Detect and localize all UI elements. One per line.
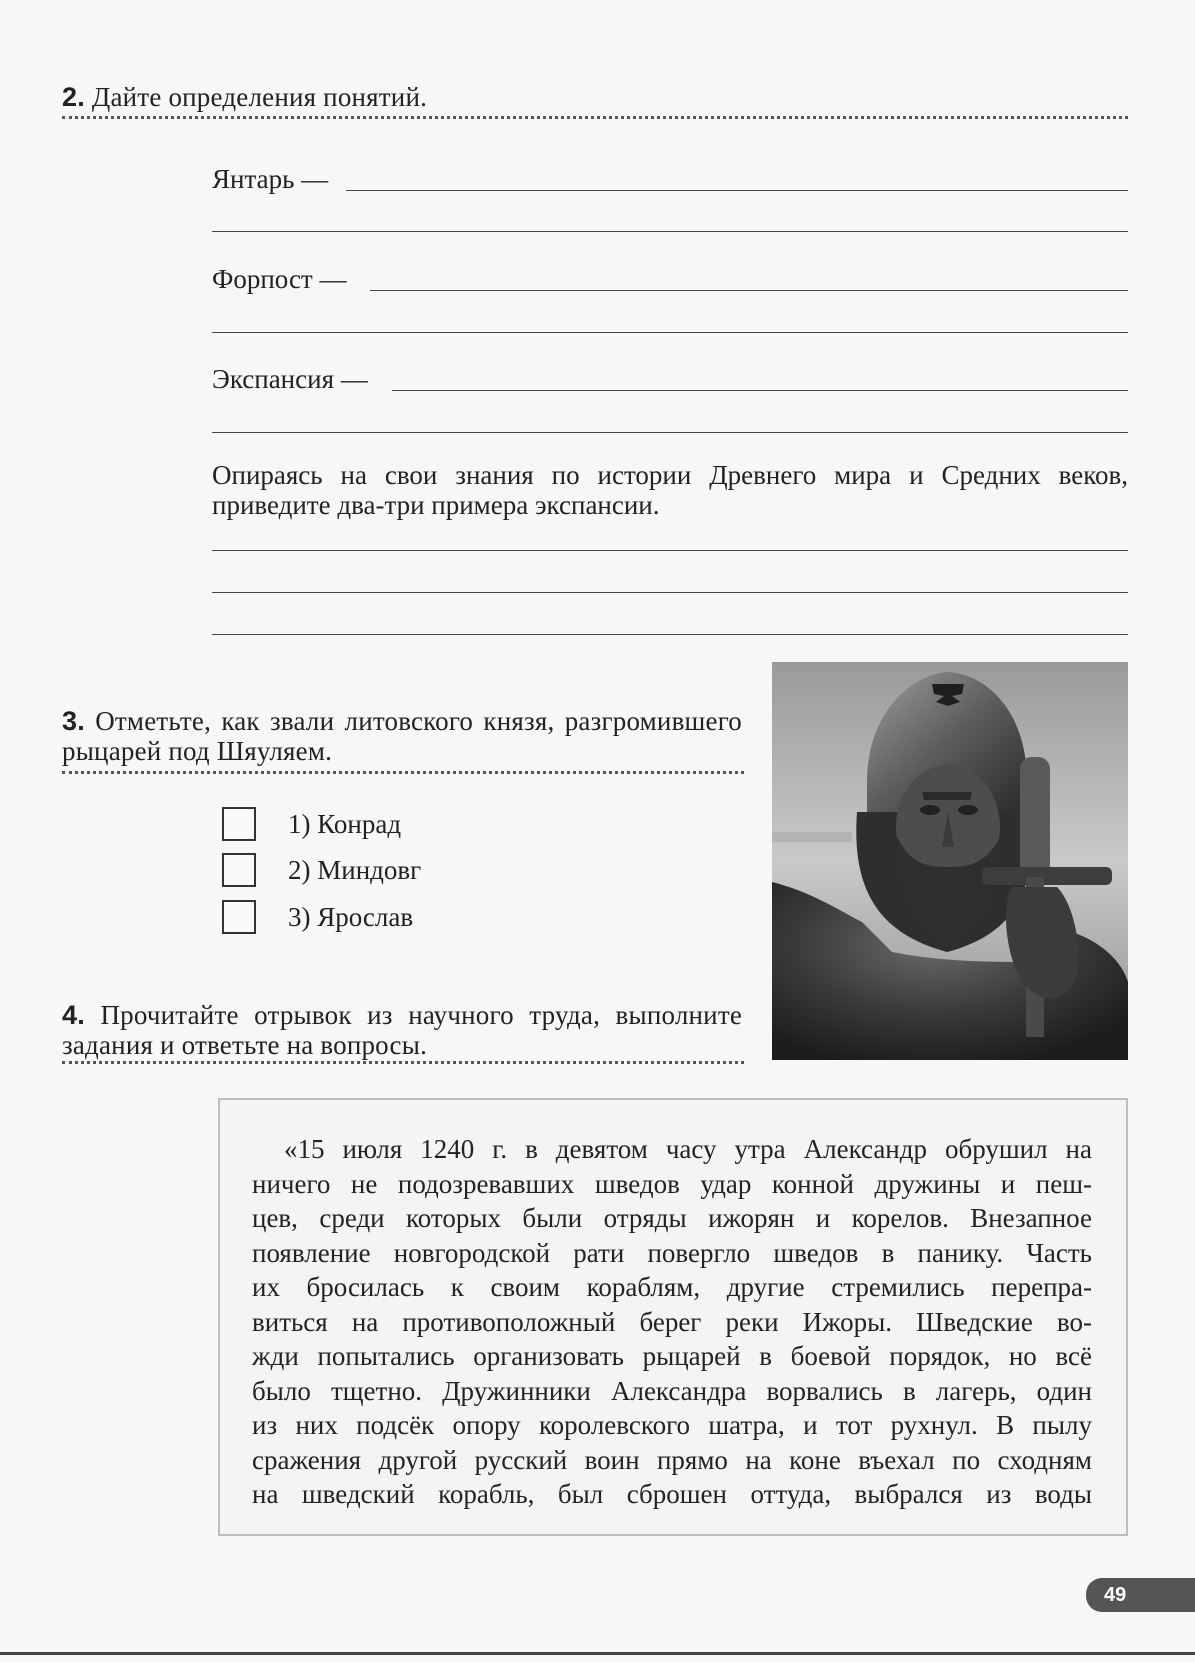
option-2-checkbox[interactable] <box>222 853 256 887</box>
task2-number: 2. <box>62 82 85 112</box>
option-2-label: 2) Миндовг <box>288 855 422 885</box>
quote-line: жди попытались организовать рыцарей в боевой порядок, но всё <box>252 1341 1092 1371</box>
task3-heading <box>62 706 742 766</box>
knight-statue-icon <box>772 662 1128 1060</box>
quote-line: из них подсёк опору королевского шатра, и тот рухнул. В пылу <box>252 1410 1092 1440</box>
page-number-badge: 49 <box>1086 1578 1195 1612</box>
knight-statue-photo <box>772 662 1128 1060</box>
option-1-checkbox[interactable] <box>222 807 256 841</box>
bottom-rule <box>0 1652 1195 1655</box>
option-3-label: 3) Ярослав <box>288 902 414 932</box>
quote-line: на шведский корабль, был сброшен оттуда, выбрался из воды <box>252 1479 1092 1509</box>
task2-dotted-rule <box>62 116 1128 119</box>
expansion-examples-line-1[interactable] <box>212 550 1128 551</box>
task3-number: 3. <box>62 706 85 736</box>
option-1-label: 1) Конрад <box>288 809 402 839</box>
quote-line: ничего не подозревавших шведов удар конной дружины и пеш- <box>252 1168 1092 1199</box>
quote-line: появление новгородской рати повергло шведов в панику. Часть <box>252 1237 1092 1268</box>
term-amber-answer-line-1[interactable] <box>346 190 1128 191</box>
term-amber-answer-line-2[interactable] <box>212 231 1128 232</box>
quote-line: сражения другой русский воин прямо на коне въехал по сходням <box>252 1444 1092 1475</box>
task2-expansion-prompt: Опираясь на свои знания по истории Древнего мира и Средних веков, приведите два-три примера экспансии. <box>212 460 1128 520</box>
task2-title: Дайте определения понятий. <box>91 82 428 112</box>
term-outpost-answer-line-2[interactable] <box>212 332 1128 333</box>
task4-heading <box>62 1000 742 1060</box>
term-expansion-answer-line-1[interactable] <box>392 390 1128 391</box>
quote-line: виться на противоположный берег реки Ижоры. Шведские во- <box>252 1306 1092 1337</box>
quote-line: цев, среди которых были отряды ижорян и корелов. Внезапное <box>252 1203 1092 1233</box>
task4-title: Прочитайте отрывок из научного труда, выполните задания и ответьте на вопросы. <box>62 1000 742 1060</box>
quote-line: их бросилась к своим кораблям, другие стремились перепра- <box>252 1272 1092 1302</box>
task4-dotted-rule <box>62 1061 744 1064</box>
quote-line: «15 июля 1240 г. в девятом часу утра Александр обрушил на <box>284 1134 1092 1164</box>
source-excerpt-text <box>252 1132 1092 1512</box>
quote-line: было тщетно. Дружинники Александра ворвались в лагерь, один <box>252 1375 1092 1406</box>
term-outpost-answer-line-1[interactable] <box>370 290 1128 291</box>
source-excerpt-box <box>218 1098 1128 1536</box>
term-expansion-label: Экспансия — <box>212 364 368 394</box>
task3-dotted-rule <box>62 771 744 774</box>
expansion-examples-line-3[interactable] <box>212 634 1128 635</box>
task4-number: 4. <box>62 1000 85 1030</box>
term-amber-label: Янтарь — <box>212 164 329 194</box>
expansion-examples-line-2[interactable] <box>212 592 1128 593</box>
task2-heading <box>62 82 1072 112</box>
task3-title: Отметьте, как звали литовского князя, разгромившего рыцарей под Шяуляем. <box>62 706 743 766</box>
option-3-checkbox[interactable] <box>222 900 256 934</box>
term-expansion-answer-line-2[interactable] <box>212 432 1128 433</box>
term-outpost-label: Форпост — <box>212 264 347 294</box>
